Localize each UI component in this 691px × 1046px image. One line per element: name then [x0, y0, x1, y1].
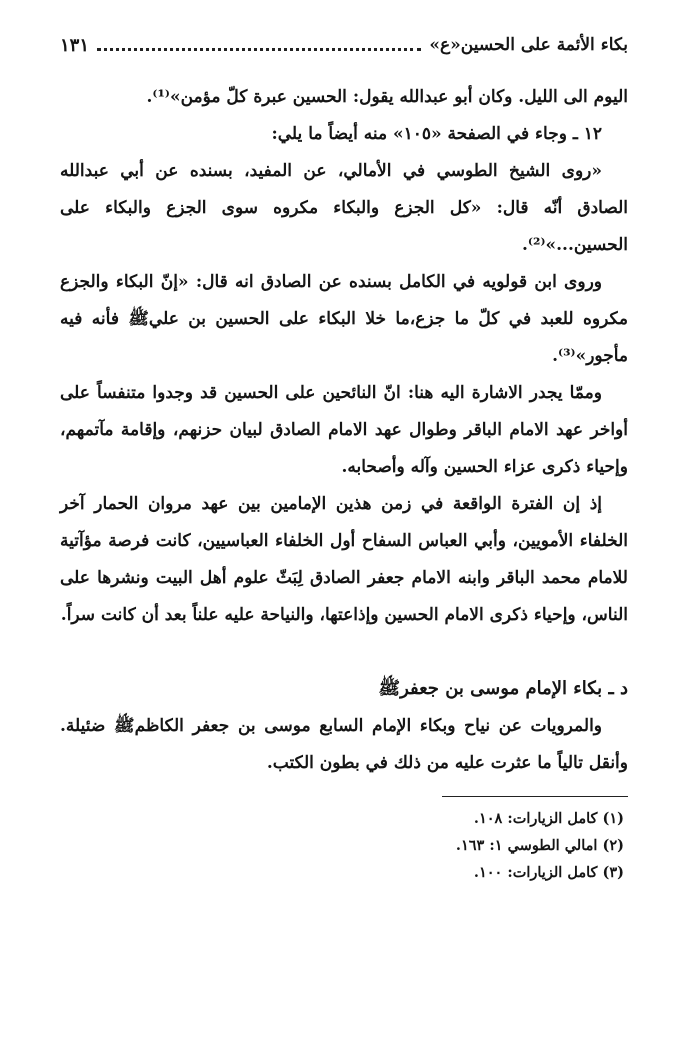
- section-heading: د ـ بكاء الإمام موسى بن جعفرﷺ: [378, 678, 628, 699]
- paragraph: «روى الشيخ الطوسي في الأمالي، عن المفيد، بسنده عن أبي عبدالله الصادق أنّه قال: «كل الجزع والبكاء مكروه سوى الجزع والبكاء على الحسين...»⁽²⁾.: [60, 161, 628, 255]
- footnote-divider: [442, 796, 628, 797]
- footnotes: [60, 796, 628, 886]
- footnote: (٣) كامل الزيارات: ١٠٠.: [473, 864, 624, 881]
- leader-dots: [97, 48, 421, 51]
- running-header: [60, 28, 628, 63]
- paragraph: وروى ابن قولويه في الكامل بسنده عن الصادق انه قال: «إنّ البكاء والجزع مكروه للعبد في كلّ ما جزع،ما خلا البكاء على الحسين بن عليﷺ فأنه فيه مأجور»⁽³⁾.: [60, 272, 628, 366]
- book-page: [60, 28, 628, 886]
- page-number: ١٣١: [60, 34, 90, 56]
- paragraph: إذ إن الفترة الواقعة في زمن هذين الإمامين بين عهد مروان الحمار آخر الخلفاء الأمويين، وأبي العباس السفاح أول الخلفاء العباسيين، كانت فرصة مؤآتية للامام محمد الباقر وابنه الامام جعفر الصادق لِبَثّ علوم أهل البيت ونشرها على الناس، وإحياء ذكرى الامام الحسين وإذاعتها، والنياحة عليه علناً بعد أن كانت سراً.: [60, 494, 628, 625]
- running-title: بكاء الأئمة على الحسين«ع»: [429, 35, 628, 55]
- footnote: (٢) امالي الطوسي ١: ١٦٣.: [455, 837, 624, 854]
- paragraph: ١٢ ـ وجاء في الصفحة «١٠٥» منه أيضاً ما يلي:: [271, 124, 602, 144]
- main-text: [60, 79, 628, 782]
- footnote: (١) كامل الزيارات: ١٠٨.: [473, 810, 624, 827]
- paragraph: والمرويات عن نياح وبكاء الإمام السابع موسى بن جعفر الكاظمﷺ ضئيلة. وأنقل تالياً ما عثرت عليه من ذلك في بطون الكتب.: [60, 716, 628, 773]
- paragraph: اليوم الى الليل. وكان أبو عبدالله يقول: الحسين عبرة كلّ مؤمن»⁽¹⁾.: [146, 87, 628, 107]
- paragraph: وممّا يجدر الاشارة اليه هنا: انّ النائحين على الحسين قد وجدوا متنفساً على أواخر عهد الامام الباقر وطوال عهد الامام الصادق لبيان حزنهم، وإقامة مآتمهم، وإحياء ذكرى عزاء الحسين وآله وأصحابه.: [60, 383, 628, 477]
